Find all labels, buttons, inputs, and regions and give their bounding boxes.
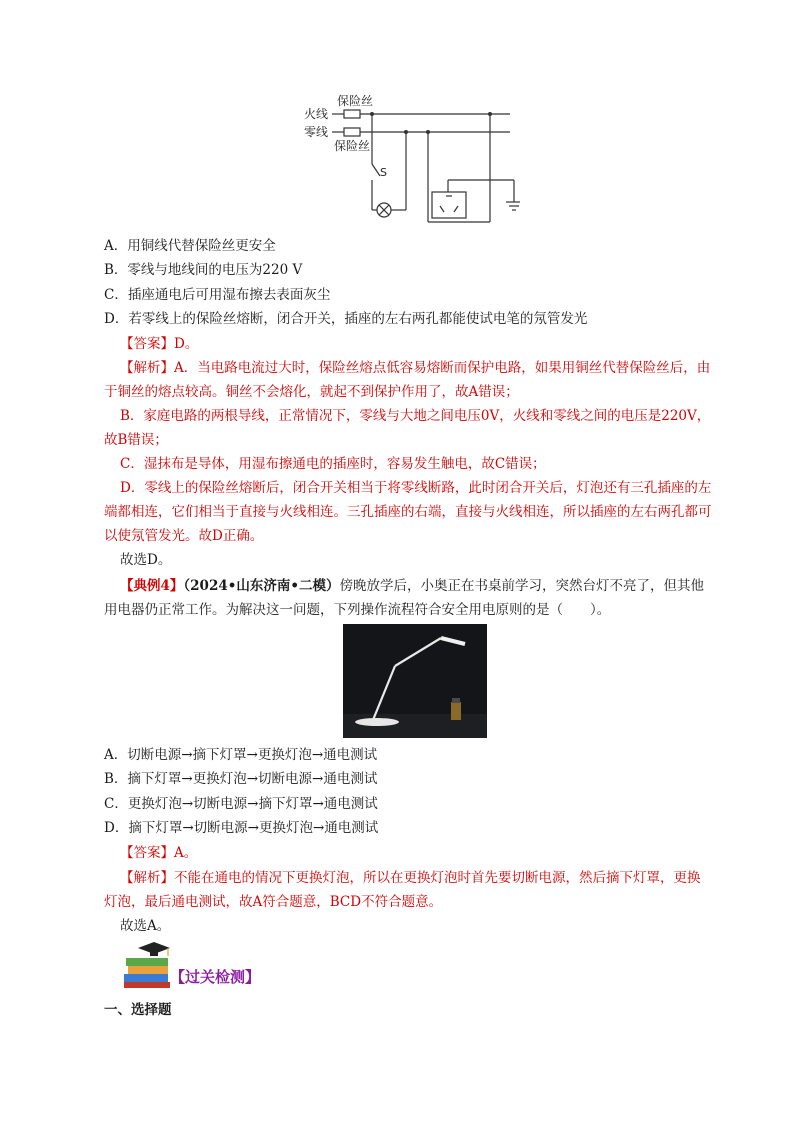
q4-analysis-line: 【解析】不能在通电的情况下更换灯泡，所以在更换灯泡时首先要切断电源，然后摘下灯罩，更换: [120, 870, 701, 886]
q3-analysis-line: C．湿抹布是导体，用湿布擦通电的插座时，容易发生触电，故C错误；: [120, 456, 546, 472]
switch-label: S: [380, 166, 387, 179]
q4-answer: 【答案】A。: [120, 845, 198, 861]
q3-analysis-line: 以使氖管发光。故D正确。: [104, 528, 264, 544]
q3-option-d: D．若零线上的保险丝熔断，闭合开关，插座的左右两孔都能使试电笔的氖管发光: [104, 311, 588, 327]
q4-option-b: B．摘下灯罩→更换灯泡→切断电源→通电测试: [104, 771, 378, 787]
q4-tag: 【典例4】: [120, 578, 184, 594]
q3-option-c: C．插座通电后可用湿布擦去表面灰尘: [104, 287, 331, 303]
q3-analysis-line: 【解析】A．当电路电流过大时，保险丝熔点低容易熔断而保护电路，如果用铜丝代替保险丝后，由: [120, 360, 711, 376]
neutral-wire-label: 零线: [304, 125, 329, 139]
live-wire-label: 火线: [304, 107, 329, 121]
q4-stem-text: 傍晚放学后，小奥正在书桌前学习，突然台灯不亮了，但其他: [339, 578, 704, 594]
section-title: 【过关检测】: [170, 968, 261, 986]
desk-lamp-photo: [343, 624, 487, 738]
circuit-diagram: [300, 92, 520, 228]
q3-analysis-line: 于铜丝的熔点较高。铜丝不会熔化，就起不到保护作用了，故A错误；: [104, 384, 519, 400]
q4-source: （2024•山东济南•二模）: [183, 578, 340, 594]
q4-option-d: D．摘下灯罩→切断电源→更换灯泡→通电测试: [104, 820, 379, 836]
q3-option-b: B．零线与地线间的电压为220 V: [104, 262, 303, 278]
q4-option-a: A．切断电源→摘下灯罩→更换灯泡→通电测试: [104, 747, 378, 763]
fuse-bottom-label: 保险丝: [334, 139, 371, 153]
q4-stem-line-2: 用电器仍正常工作。为解决这一问题，下列操作流程符合安全用电原则的是（ ）。: [104, 602, 611, 618]
q4-option-c: C．更换灯泡→切断电源→摘下灯罩→通电测试: [104, 796, 378, 812]
q4-analysis-line: 灯泡，最后通电测试，故A符合题意，BCD不符合题意。: [104, 894, 443, 910]
q4-conclusion: 故选A。: [120, 918, 171, 934]
q3-analysis-line: B．家庭电路的两根导线，正常情况下，零线与大地之间电压0V，火线和零线之间的电压是220V，: [120, 408, 711, 424]
fuse-top-label: 保险丝: [337, 94, 374, 108]
q3-option-a: A．用铜线代替保险丝更安全: [104, 238, 276, 254]
q3-conclusion: 故选D。: [120, 552, 172, 568]
q3-analysis-line: 故B错误；: [104, 432, 168, 448]
q3-analysis-line: D．零线上的保险丝熔断后，闭合开关相当于将零线断路，此时闭合开关后，灯泡还有三孔插座的左: [120, 480, 712, 496]
q3-analysis-line: 端都相连，它们相当于直接与火线相连。三孔插座的右端，直接与火线相连，所以插座的左右两孔都可: [104, 504, 712, 520]
section-heading: 一、选择题: [104, 1002, 172, 1018]
q3-answer: 【答案】D。: [120, 336, 199, 352]
q4-stem: [120, 576, 740, 596]
